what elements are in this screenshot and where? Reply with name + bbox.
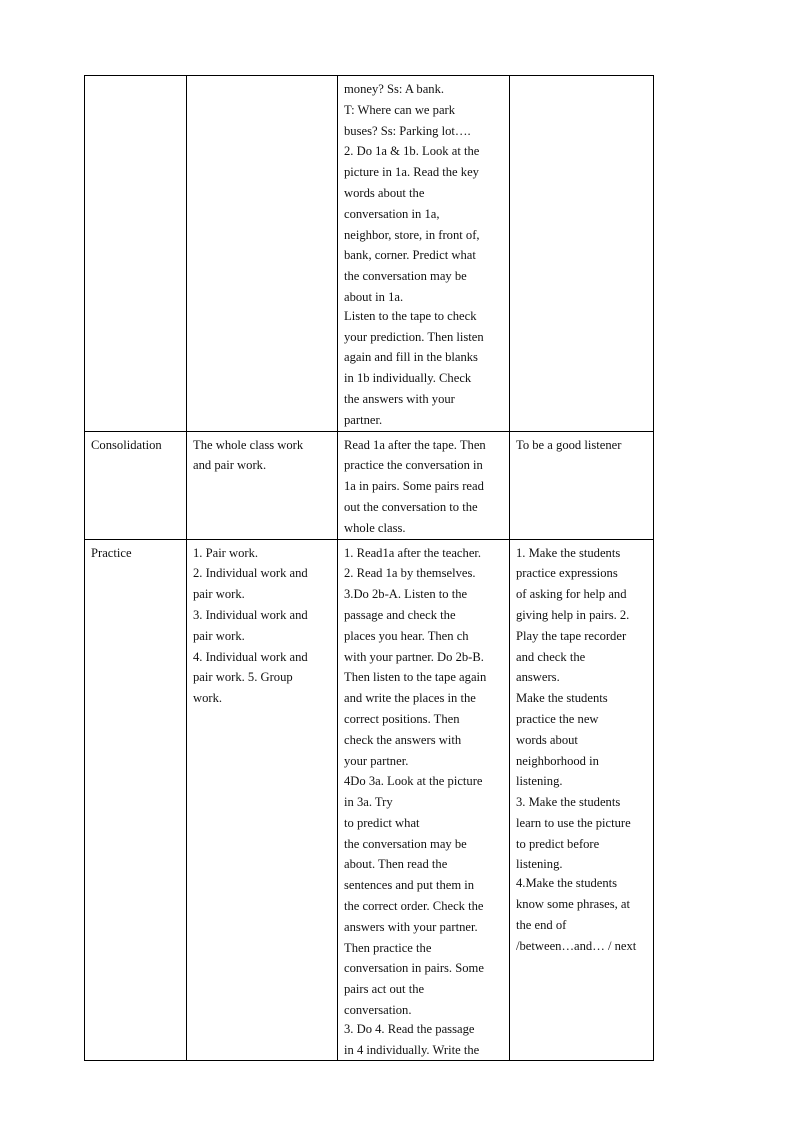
text-line: listening. (516, 774, 563, 789)
text-line: learn to use the picture (516, 815, 631, 830)
text-line: places you hear. Then ch (344, 628, 469, 643)
stage-label: Practice (91, 545, 132, 560)
text-line: the answers with your (344, 391, 455, 406)
purpose-cell (510, 431, 654, 539)
text-line: the conversation may be (344, 836, 467, 851)
text-line: in 3a. Try (344, 795, 393, 810)
text-line: neighborhood in (516, 753, 599, 768)
text-line: work. (193, 691, 223, 706)
text-line: 2. Individual work and (193, 566, 308, 581)
text-line: with your partner. Do 2b-B. (344, 649, 484, 664)
activities-cell (338, 539, 510, 1061)
mode-cell (187, 431, 338, 539)
text-line: 2. Do 1a & 1b. Look at the (344, 144, 480, 159)
text-line: The whole class work (193, 437, 304, 452)
text-line: conversation in 1a, (344, 206, 440, 221)
text-line: the correct order. Check the (344, 899, 484, 914)
text-line: practice expressions (516, 566, 618, 581)
text-line: 4. Individual work and (193, 649, 308, 664)
text-line: Then listen to the tape again (344, 670, 487, 685)
text-line: giving help in pairs. 2. (516, 607, 630, 622)
text-line: money? Ss: A bank. (344, 82, 445, 96)
text-line: partner. (344, 412, 383, 427)
text-line: picture in 1a. Read the key (344, 165, 479, 180)
text-line: and write the places in the (344, 691, 476, 706)
text-line: again and fill in the blanks (344, 350, 478, 365)
text-line: listening. (516, 857, 563, 872)
text-line: 3. Do 4. Read the passage (344, 1021, 475, 1036)
activities-cell (338, 76, 510, 432)
text-line: practice the conversation in (344, 458, 483, 473)
text-line: conversation in pairs. Some (344, 961, 484, 976)
text-line: about in 1a. (344, 289, 404, 304)
text-line: sentences and put them in (344, 878, 475, 893)
text-line: the conversation may be (344, 269, 467, 284)
text-line: 4.Make the students (516, 876, 618, 891)
text-line: practice the new (516, 711, 599, 726)
text-line: To be a good listener (516, 437, 622, 452)
text-line: to predict before (516, 836, 600, 851)
text-line: 3. Make the students (516, 795, 621, 810)
text-line: correct positions. Then (344, 711, 460, 726)
text-line: passage and check the (344, 607, 456, 622)
text-line: pair work. (193, 628, 245, 643)
table-row (85, 76, 654, 432)
text-line: 1. Read1a after the teacher. (344, 545, 482, 560)
text-line: 1. Make the students (516, 545, 621, 560)
text-line: Read 1a after the tape. Then (344, 437, 486, 452)
lesson-plan-table (84, 75, 654, 1061)
text-line: 1a in pairs. Some pairs read (344, 479, 484, 494)
text-line: buses? Ss: Parking lot…. (344, 123, 471, 138)
text-line: and check the (516, 649, 586, 664)
text-line: /between…and… / next (516, 938, 637, 953)
table-row (85, 431, 654, 539)
text-line: answers with your partner. (344, 919, 478, 934)
text-line: in 1b individually. Check (344, 371, 472, 386)
text-line: 1. Pair work. (193, 545, 259, 560)
text-line: in 4 individually. Write the (344, 1042, 480, 1057)
text-line: to predict what (344, 815, 420, 830)
activities-cell (338, 431, 510, 539)
text-line: T: Where can we park (344, 102, 456, 117)
text-line: pair work. 5. Group (193, 670, 293, 685)
mode-cell (187, 539, 338, 1061)
stage-cell (85, 76, 187, 432)
text-line: words about (516, 732, 578, 747)
text-line: pairs act out the (344, 982, 425, 997)
text-line: about. Then read the (344, 857, 448, 872)
text-line: out the conversation to the (344, 499, 478, 514)
text-line: neighbor, store, in front of, (344, 227, 480, 242)
text-line: Make the students (516, 691, 608, 706)
text-line: your prediction. Then listen (344, 329, 484, 344)
text-line: words about the (344, 185, 425, 200)
text-line: whole class. (344, 520, 406, 535)
purpose-cell (510, 76, 654, 432)
text-line: Listen to the tape to check (344, 308, 477, 323)
text-line: of asking for help and (516, 587, 627, 602)
text-line: the end of (516, 917, 567, 932)
text-line: conversation. (344, 1003, 412, 1018)
stage-cell (85, 431, 187, 539)
text-line: 2. Read 1a by themselves. (344, 566, 476, 581)
text-line: 4Do 3a. Look at the picture (344, 774, 483, 789)
text-line: pair work. (193, 587, 245, 602)
text-line: and pair work. (193, 458, 267, 473)
text-line: Then practice the (344, 940, 432, 955)
stage-cell (85, 539, 187, 1061)
purpose-cell (510, 539, 654, 1061)
text-line: 3. Individual work and (193, 607, 308, 622)
text-line: bank, corner. Predict what (344, 248, 476, 263)
table-row (85, 539, 654, 1061)
text-line: 3.Do 2b-A. Listen to the (344, 587, 468, 602)
text-line: know some phrases, at (516, 897, 631, 912)
text-line: answers. (516, 670, 560, 685)
stage-label: Consolidation (91, 437, 162, 452)
text-line: your partner. (344, 753, 409, 768)
text-line: Play the tape recorder (516, 628, 627, 643)
text-line: check the answers with (344, 732, 462, 747)
mode-cell (187, 76, 338, 432)
